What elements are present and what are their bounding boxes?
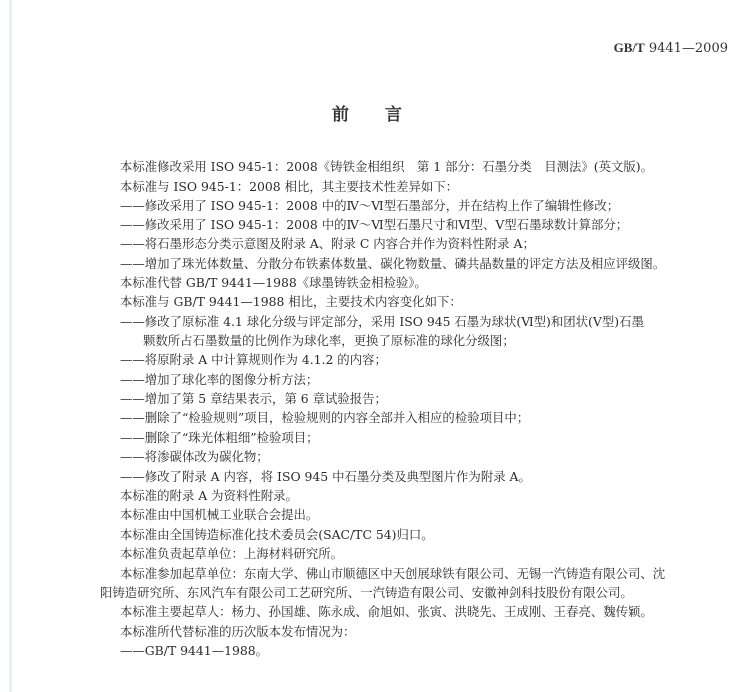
paragraph-line: ——删除了“珠光体粗细”检验项目； <box>120 430 319 445</box>
paragraph-line: ——增加了珠光体数量、分散分布铁素体数量、碳化物数量、磷共晶数量的评定方法及相应评级图。 <box>120 256 666 271</box>
page-title: 前言 <box>332 105 438 125</box>
paragraph-line: 本标准参加起草单位：东南大学、佛山市顺德区中天创展球铁有限公司、无锡一汽铸造有限公司、沈 <box>120 566 666 581</box>
paragraph-line: ——修改了附录 A 内容，将 ISO 945 中石墨分类及典型图片作为附录 A。 <box>120 469 531 484</box>
standard-code <box>614 40 728 56</box>
paragraph-line: 本标准负责起草单位：上海材料研究所。 <box>120 546 344 561</box>
paragraph-line: 本标准的附录 A 为资料性附录。 <box>120 488 298 503</box>
paragraph-line: ——将石墨形态分类示意图及附录 A、附录 C 内容合并作为资料性附录 A； <box>120 236 535 251</box>
paragraph-line: ——修改采用了 ISO 945-1：2008 中的Ⅳ～Ⅵ型石墨尺寸和Ⅵ型、Ⅴ型石墨球数计算部分； <box>120 217 629 232</box>
paragraph-line: ——增加了第 5 章结果表示，第 6 章试验报告； <box>120 391 387 406</box>
paragraph-line: ——GB/T 9441—1988。 <box>120 643 269 658</box>
paragraph-line: ——修改了原标准 4.1 球化分级与评定部分，采用 ISO 945 石墨为球状(Ⅵ型)和团状(Ⅴ型)石墨 <box>120 314 644 329</box>
paragraph-line: 本标准主要起草人：杨力、孙国雄、陈永成、俞旭如、张寅、洪晓先、王成刚、王春亮、魏传颖。 <box>120 604 653 619</box>
paragraph-line: ——修改采用了 ISO 945-1：2008 中的Ⅳ～Ⅵ型石墨部分，并在结构上作了编辑性修改； <box>120 198 620 213</box>
paragraph-line: 本标准修改采用 ISO 945-1：2008《铸铁金相组织 第 1 部分：石墨分类 目测法》(英文版)。 <box>120 159 653 174</box>
paragraph-line: 本标准与 ISO 945-1：2008 相比，其主要技术性差异如下： <box>120 179 459 194</box>
paragraph-line: ——将渗碳体改为碳化物； <box>120 449 269 464</box>
paragraph-line: 本标准由全国铸造标准化技术委员会(SAC/TC 54)归口。 <box>120 527 434 542</box>
paragraph-line: 本标准代替 GB/T 9441—1988《球墨铸铁金相检验》。 <box>120 275 427 290</box>
paragraph-line: ——删除了“检验规则”项目，检验规则的内容全部并入相应的检验项目中； <box>120 410 530 425</box>
paragraph-line: 本标准与 GB/T 9441—1988 相比，主要技术内容变化如下： <box>120 294 462 309</box>
standard-number: 9441—2009 <box>648 41 728 56</box>
paragraph-line: ——增加了球化率的图像分析方法； <box>120 372 319 387</box>
paragraph-line: 本标准由中国机械工业联合会提出。 <box>120 507 319 522</box>
standard-prefix: GB/T <box>613 40 645 55</box>
paragraph-line: 颗数所占石墨数量的比例作为球化率，更换了原标准的球化分级图； <box>143 333 515 348</box>
paragraph-line: 阳铸造研究所、东风汽车有限公司工艺研究所、一汽铸造有限公司、安徽神剑科技股份有限公司。 <box>100 585 633 600</box>
paragraph-line: 本标准所代替标准的历次版本发布情况为： <box>120 624 356 639</box>
paragraph-line: ——将原附录 A 中计算规则作为 4.1.2 的内容； <box>120 352 387 367</box>
